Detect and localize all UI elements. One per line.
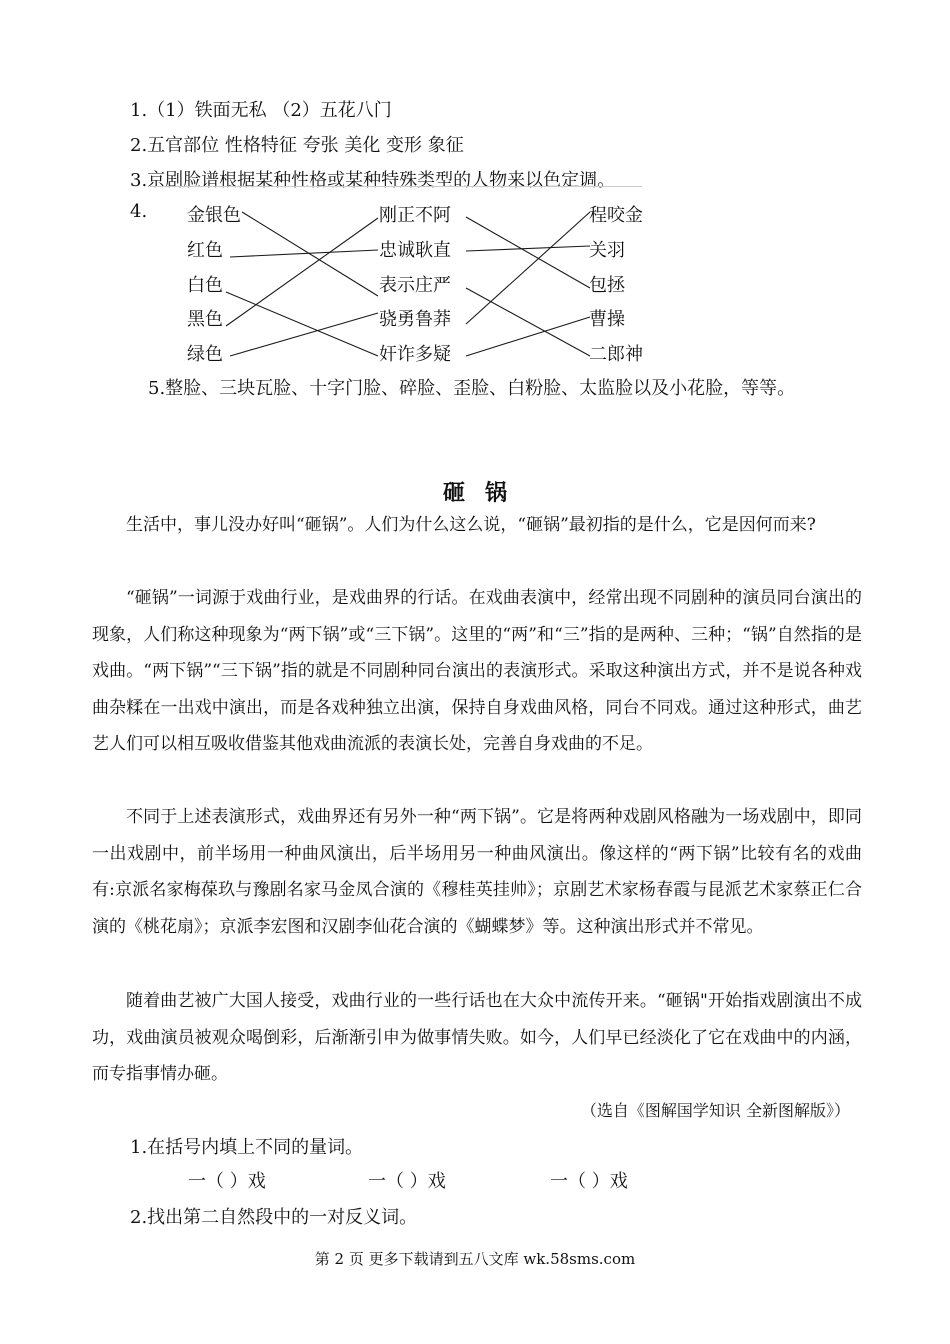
question-1: 1.在括号内填上不同的量词。 [130, 1137, 364, 1158]
answer-3: 3.京剧脸谱根据某种性格或某种特殊类型的人物来以色定调。 [130, 170, 616, 191]
article-paragraph-1: 生活中，事儿没办好叫“砸锅”。人们为什么这么说，“砸锅”最初指的是什么，它是因何而来? [126, 515, 816, 535]
match-line [242, 212, 378, 296]
color-item: 黑色 [187, 309, 223, 330]
match-line [466, 288, 590, 356]
character-item: 二郎神 [589, 344, 643, 365]
match-line [466, 317, 590, 356]
article-source: （选自《图解国学知识 全新图解版》） [580, 1101, 850, 1120]
answer-4-label: 4. [130, 201, 148, 222]
match-line [466, 217, 590, 288]
trait-item: 表示庄严 [379, 275, 451, 296]
match-line [466, 246, 590, 251]
answer-2: 2.五官部位 性格特征 夸张 美化 变形 象征 [130, 135, 464, 156]
color-item: 白色 [187, 275, 223, 296]
character-item: 关羽 [589, 240, 625, 261]
article-paragraph-2: “砸锅”一词源于戏曲行业，是戏曲界的行话。在戏曲表演中，经常出现不同剧种的演员同台演出的现象，人们称这种现象为“两下锅”或“三下锅”。这里的“两”和“三”指的是两种、三种；“锅”自然指的是戏曲。“两下锅”“三下锅”指的就是不同剧种同台演出的表演形式。采取这种演出方式，并不是说各种戏曲杂糅在一出戏中演出，而是各戏种独立出演，保持自身戏曲风格，同台不同戏。通过这种形式，曲艺艺人们可以相互吸收借鉴其他戏曲流派的表演长处，完善自身戏曲的不足。 [92, 588, 862, 754]
page-footer: 第 2 页 更多下载请到五八文库 wk.58sms.com [314, 1250, 636, 1268]
trait-item: 刚正不阿 [379, 205, 451, 226]
character-item: 曹操 [589, 309, 625, 330]
question-1-blank: 一（ ）戏 [550, 1171, 628, 1192]
question-1-blank: 一（ ）戏 [188, 1171, 266, 1192]
match-line [226, 292, 378, 356]
trait-item: 忠诚耿直 [379, 240, 451, 261]
article-title: 砸锅 [442, 480, 527, 506]
match-line [226, 218, 378, 326]
matching-lines [0, 0, 950, 400]
answer-5: 5.整脸、三块瓦脸、十字门脸、碎脸、歪脸、白粉脸、太监脸以及小花脸，等等。 [148, 378, 796, 399]
answer-1: 1.（1）铁面无私 （2）五花八门 [130, 100, 392, 121]
question-2: 2.找出第二自然段中的一对反义词。 [130, 1207, 418, 1228]
trait-item: 奸诈多疑 [379, 344, 451, 365]
match-line [230, 250, 378, 257]
color-item: 金银色 [187, 205, 241, 226]
color-item: 红色 [187, 240, 223, 261]
character-item: 包拯 [589, 275, 625, 296]
match-line [230, 313, 378, 356]
color-item: 绿色 [187, 344, 223, 365]
article-paragraph-4: 随着曲艺被广大国人接受，戏曲行业的一些行话也在大众中流传开来。“砸锅"开始指戏剧演出不成功，戏曲演员被观众喝倒彩，后渐渐引申为做事情失败。如今，人们早已经淡化了它在戏曲中的内涵，而专指事情办砸。 [92, 991, 862, 1084]
trait-item: 骁勇鲁莽 [379, 309, 451, 330]
article-paragraph-3: 不同于上述表演形式，戏曲界还有另外一种“两下锅”。它是将两种戏剧风格融为一场戏剧中，即同一出戏剧中，前半场用一种曲风演出，后半场用另一种曲风演出。像这样的“两下锅”比较有名的戏曲有:京派名家梅葆玖与豫剧名家马金凤合演的《穆桂英挂帅》；京剧艺术家杨春霞与昆派艺术家蔡正仁合演的《桃花扇》；京派李宏图和汉剧李仙花合演的《蝴蝶梦》等。这种演出形式并不常见。 [92, 807, 862, 937]
character-item: 程咬金 [589, 205, 643, 226]
match-line [466, 212, 590, 324]
question-1-blank: 一（ ）戏 [368, 1171, 446, 1192]
